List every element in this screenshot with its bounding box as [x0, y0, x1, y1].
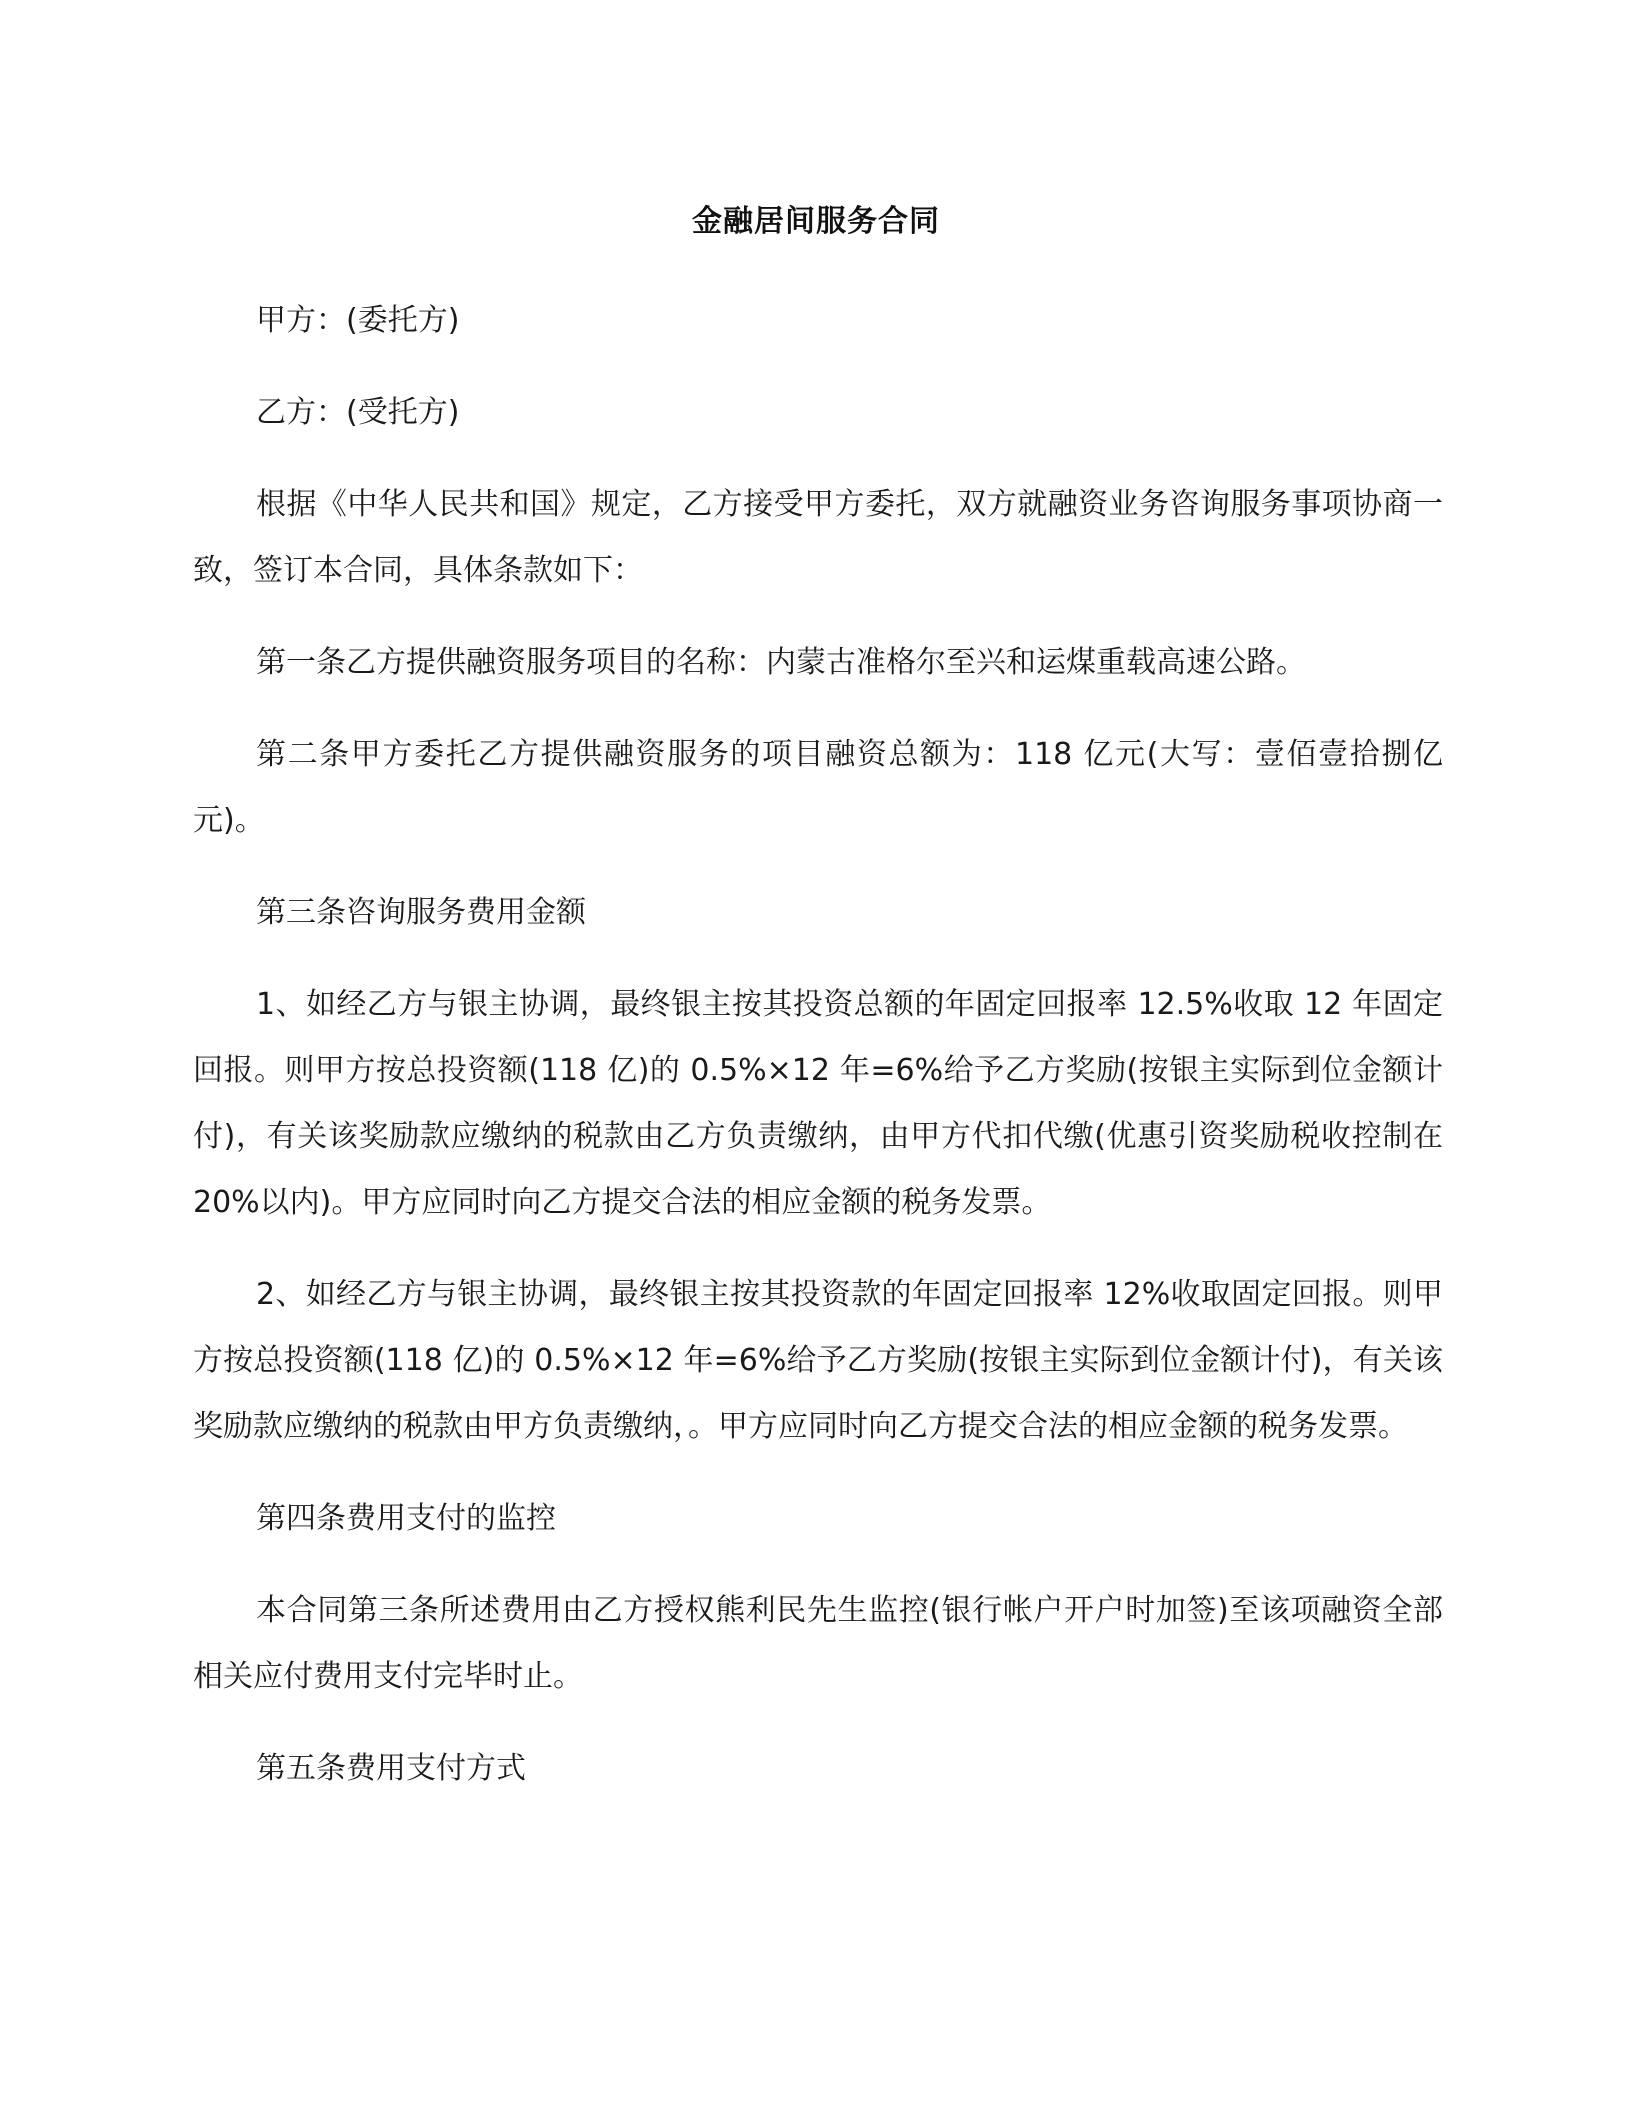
- article-4-body: 本合同第三条所述费用由乙方授权熊利民先生监控(银行帐户开户时加签)至该项融资全部相关应付费用支付完毕时止。: [193, 1593, 1443, 1694]
- article-3-heading: 第三条咨询服务费用金额: [256, 895, 586, 930]
- party-b-line: 乙方：(受托方): [256, 395, 460, 430]
- document-body: [193, 288, 1443, 1828]
- article-3-clause-1: 1、如经乙方与银主协调，最终银主按其投资总额的年固定回报率 12.5%收取 12 年固定回报。则甲方按总投资额(118 亿)的 0.5%×12 年=6%给予乙方奖励(按银主实际到位金额计付)，有关该奖励款应缴纳的税款由乙方负责缴纳，由甲方代扣代缴(优惠引资奖励税收控制在 20%以内)。甲方应同时向乙方提交合法的相应金额的税务发票。: [193, 987, 1443, 1220]
- article-1: 第一条乙方提供融资服务项目的名称：内蒙古准格尔至兴和运煤重载高速公路。: [256, 645, 1306, 680]
- article-3-clause-2: 2、如经乙方与银主协调，最终银主按其投资款的年固定回报率 12%收取固定回报。则甲方按总投资额(118 亿)的 0.5%×12 年=6%给予乙方奖励(按银主实际到位金额计付)，有关该奖励款应缴纳的税款由甲方负责缴纳，。甲方应同时向乙方提交合法的相应金额的税务发票。: [193, 1277, 1443, 1444]
- document-title: 金融居间服务合同: [692, 204, 940, 239]
- party-a-line: 甲方：(委托方): [256, 303, 460, 338]
- article-4-heading: 第四条费用支付的监控: [256, 1501, 556, 1536]
- article-2: 第二条甲方委托乙方提供融资服务的项目融资总额为：118 亿元(大写：壹佰壹拾捌亿元)。: [193, 737, 1443, 838]
- preamble-paragraph: 根据《中华人民共和国》规定，乙方接受甲方委托，双方就融资业务咨询服务事项协商一致，签订本合同，具体条款如下：: [193, 487, 1443, 588]
- article-5-heading: 第五条费用支付方式: [256, 1751, 526, 1786]
